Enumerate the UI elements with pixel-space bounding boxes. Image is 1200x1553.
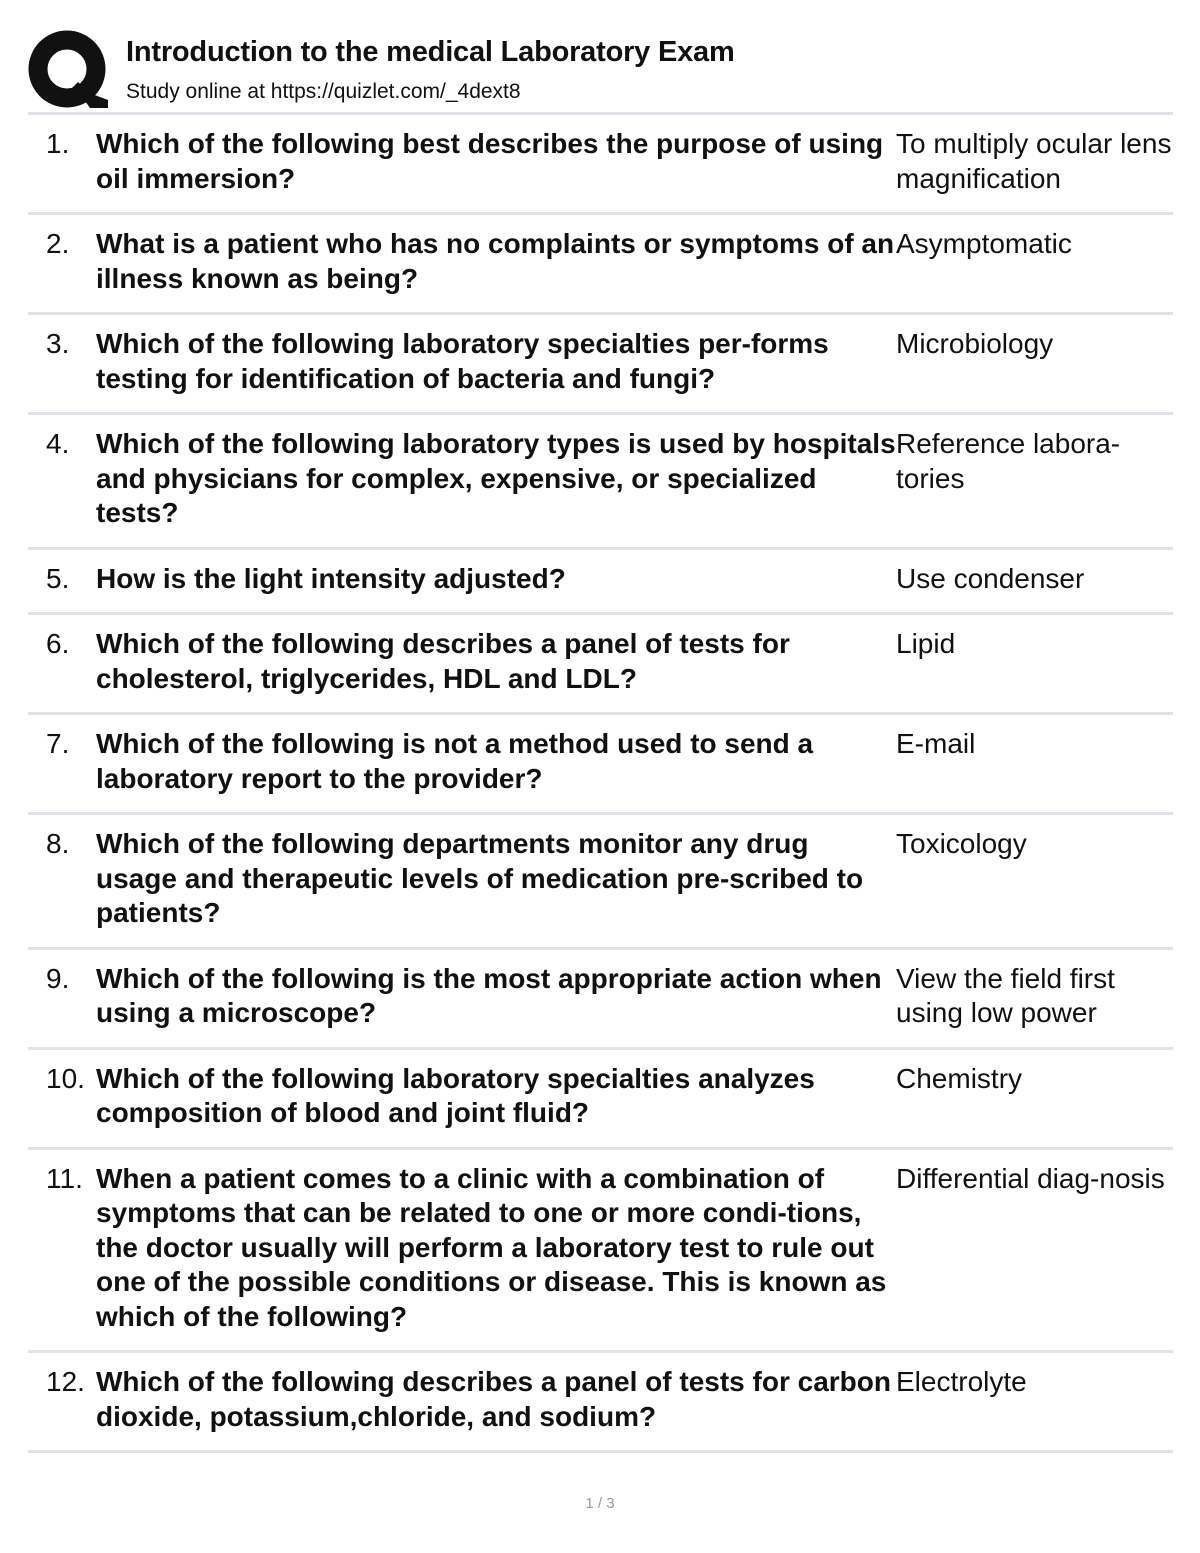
card-answer: Use condenser [896,562,1085,594]
card-answer: To multiply ocular lens magnification [896,128,1172,194]
card-row [28,415,1173,550]
card-row [28,715,1173,815]
card-answer: Reference labora-tories [896,428,1121,494]
study-link[interactable]: Study online at https://quizlet.com/_4dext8 [126,80,521,103]
card-row [28,815,1173,950]
card-answer: Asymptomatic [896,228,1072,259]
card-number: 10. [46,1062,85,1094]
card-number: 8. [46,828,70,859]
card-question: Which of the following describes a panel of tests for cholesterol, triglycerides, HDL and LDL? [96,628,790,694]
card-number: 11. [46,1162,83,1194]
card-question: What is a patient who has no complaints or symptoms of an illness known as being? [96,228,895,294]
card-question: Which of the following is not a method used to send a laboratory report to the provider? [96,728,814,794]
card-number: 3. [46,328,70,359]
card-list [28,112,1173,1453]
card-number: 1. [46,128,70,159]
card-row [28,1150,1173,1354]
card-question: How is the light intensity adjusted? [96,562,566,594]
card-answer: Electrolyte [896,1366,1027,1397]
header [28,30,1178,110]
card-row [28,315,1173,415]
card-question: Which of the following laboratory specialties per-forms testing for identification of bacteria and fungi? [96,328,829,394]
card-row [28,1050,1173,1150]
card-question: Which of the following describes a panel of tests for carbon dioxide, potassium,chloride, and sodium? [96,1366,891,1432]
card-row [28,615,1173,715]
quizlet-logo-icon [28,30,108,110]
card-row [28,1353,1173,1453]
card-number: 5. [46,562,70,594]
page-number: 1 / 3 [585,1495,615,1512]
card-number: 7. [46,728,70,759]
card-question: Which of the following is the most appropriate action when using a microscope? [96,962,882,1028]
card-row [28,950,1173,1050]
card-question: When a patient comes to a clinic with a combination of symptoms that can be related to one or more condi-tions, the doctor usually will perform a laboratory test to rule out one of the possible conditions or disease. This is known as which of the following? [96,1162,887,1332]
card-row [28,215,1173,315]
card-question: Which of the following laboratory specialties analyzes composition of blood and joint fluid? [96,1062,815,1128]
card-question: Which of the following departments monitor any drug usage and therapeutic levels of medication pre-scribed to patients? [96,828,864,928]
card-number: 9. [46,962,70,994]
card-number: 4. [46,428,70,459]
card-answer: Toxicology [896,828,1027,859]
card-answer: Differential diag-nosis [896,1162,1165,1194]
card-number: 12. [46,1366,85,1397]
card-answer: Chemistry [896,1062,1023,1094]
card-answer: E-mail [896,728,976,759]
card-number: 6. [46,628,70,659]
card-question: Which of the following laboratory types is used by hospitals and physicians for complex, expensive, or specialized tests? [96,428,896,528]
card-number: 2. [46,228,70,259]
card-answer: View the field first using low power [896,962,1115,1028]
page-title: Introduction to the medical Laboratory Exam [126,36,735,68]
card-row [28,550,1173,616]
card-question: Which of the following best describes the purpose of using oil immersion? [96,128,884,194]
card-answer: Microbiology [896,328,1054,359]
card-answer: Lipid [896,628,956,659]
card-row [28,115,1173,215]
